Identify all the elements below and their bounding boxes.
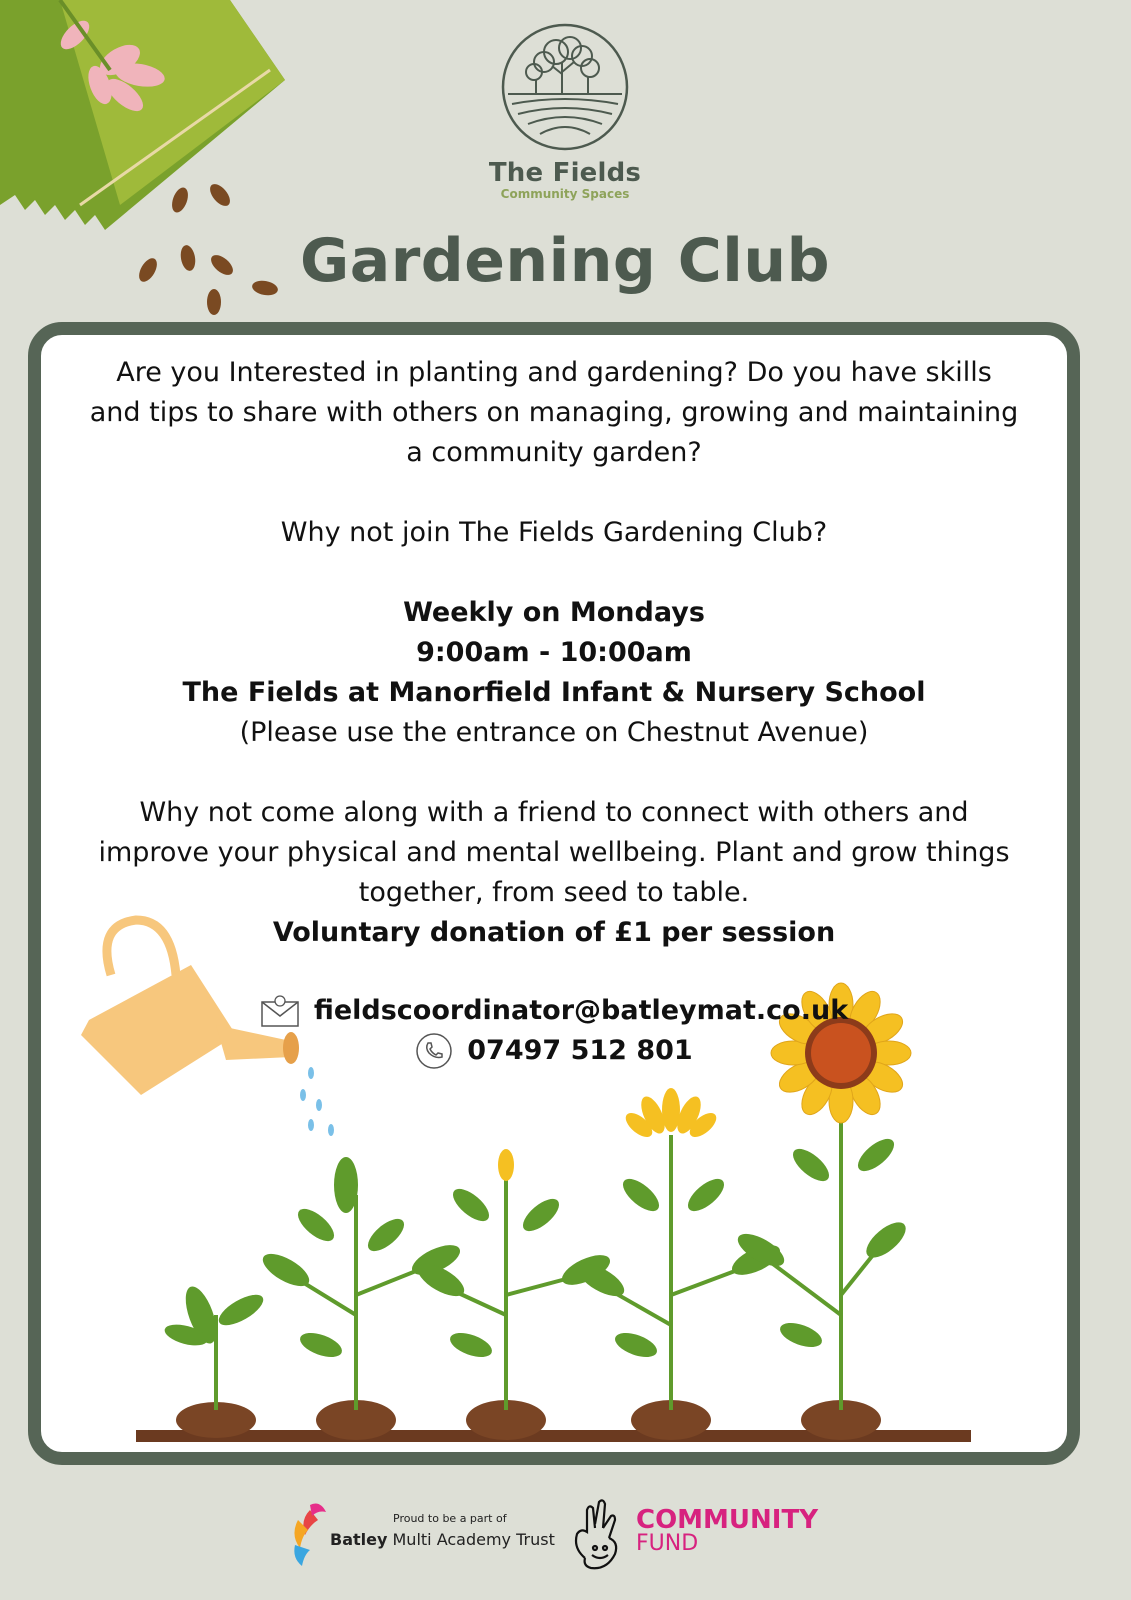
email-row xyxy=(41,991,1067,1031)
fund-line1: COMMUNITY xyxy=(636,1505,819,1535)
community-fund-logo xyxy=(636,1505,819,1556)
batley-name xyxy=(330,1530,555,1549)
email-address[interactable]: fieldscoordinator@batleymat.co.uk xyxy=(313,995,849,1026)
fund-line2: FUND xyxy=(636,1531,699,1556)
national-lottery-hand-icon xyxy=(565,1498,629,1578)
join-question: Why not join The Fields Gardening Club? xyxy=(280,517,828,548)
schedule-location: The Fields at Manorfield Infant & Nursery School xyxy=(182,677,926,708)
intro-text: Are you Interested in planting and gardening? Do you have skills and tips to share with others on managing, growing and maintaining a community garden? xyxy=(89,357,1019,468)
batley-name-bold: Batley xyxy=(330,1530,388,1549)
batley-proud-text: Proud to be a part of xyxy=(393,1512,507,1525)
logo-tree-icon xyxy=(500,22,630,152)
email-icon xyxy=(260,994,300,1028)
schedule-frequency: Weekly on Mondays xyxy=(403,597,705,628)
phone-icon xyxy=(415,1032,453,1070)
page-title: Gardening Club xyxy=(299,226,831,296)
entrance-note: (Please use the entrance on Chestnut Avenue) xyxy=(239,717,869,748)
phone-number[interactable]: 07497 512 801 xyxy=(467,1035,693,1066)
phone-row xyxy=(41,1031,1067,1071)
logo-tagline: Community Spaces xyxy=(500,187,630,201)
footer-logos xyxy=(0,1490,1131,1590)
invite-text: Why not come along with a friend to connect with others and improve your physical and mental wellbeing. Plant and grow things together, from seed to table. xyxy=(98,797,1010,908)
logo-name: The Fields xyxy=(488,158,642,188)
batley-logo-icon xyxy=(290,1500,330,1575)
info-card xyxy=(28,322,1080,1465)
donation-text: Voluntary donation of £1 per session xyxy=(272,917,836,948)
the-fields-logo xyxy=(480,22,650,201)
batley-trust: Multi Academy Trust xyxy=(392,1530,555,1549)
schedule-time: 9:00am - 10:00am xyxy=(416,637,692,668)
card-text xyxy=(41,353,1067,1071)
